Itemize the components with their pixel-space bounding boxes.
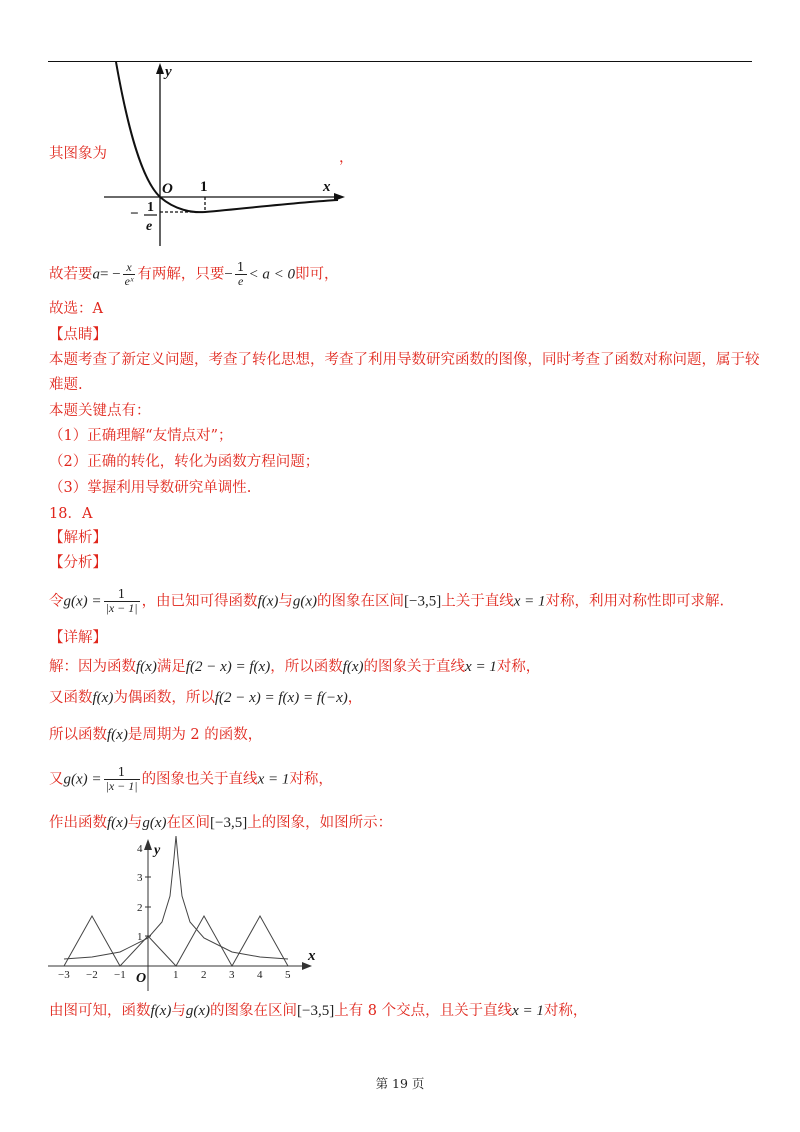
graph1-y-arrow bbox=[156, 63, 164, 74]
line-solution-2 bbox=[49, 688, 362, 708]
math-fx: f(x) bbox=[107, 727, 128, 743]
math-neg: − bbox=[224, 266, 233, 283]
graph1-frac-numerator: 1 bbox=[147, 200, 154, 215]
frac-den: |x − 1| bbox=[105, 779, 138, 793]
text-sol2-b: 为偶函数，所以 bbox=[113, 690, 215, 706]
line-solution-1 bbox=[49, 657, 540, 677]
heading-fenxi: 【分析】 bbox=[49, 555, 107, 571]
graph2-origin-label: O bbox=[136, 971, 147, 986]
fraction-x-over-ex bbox=[123, 261, 136, 288]
text-sol5-a: 作出函数 bbox=[49, 815, 107, 831]
math-fx: f(x) bbox=[150, 1003, 172, 1019]
math-x-eq-1: x = 1 bbox=[465, 659, 497, 675]
text-sol1-b: 满足 bbox=[156, 659, 186, 675]
math-a: a bbox=[92, 266, 100, 283]
graph1-y-label: y bbox=[165, 64, 172, 80]
graph2-ytick-4: 4 bbox=[137, 843, 143, 855]
math-even-eq: f(2 − x) = f(x) = f(−x) bbox=[214, 690, 348, 706]
math-fx: f(x) bbox=[257, 593, 279, 610]
text-ling: 令 bbox=[49, 593, 64, 610]
text-yu: 与 bbox=[171, 1003, 186, 1019]
graph2-f-curve bbox=[64, 916, 288, 966]
text-sol4-c: 对称， bbox=[289, 771, 333, 788]
graph2-xtick-2: 2 bbox=[201, 969, 207, 981]
page-number-footer: 第 19 页 bbox=[375, 1076, 425, 1091]
graph2-y-label: y bbox=[154, 843, 161, 858]
line-solution-3 bbox=[49, 725, 262, 745]
graph1-x-label: x bbox=[323, 179, 331, 195]
fraction-1-over-e bbox=[235, 261, 247, 288]
text-concl-c: 的图象在区间 bbox=[209, 1003, 297, 1019]
text-concl-a: 由图可知，函数 bbox=[49, 1003, 151, 1019]
text-condition-c: 即可， bbox=[295, 266, 339, 283]
graph2-ytick-1: 1 bbox=[137, 931, 143, 943]
text-sol1-a: 解：因为函数 bbox=[49, 659, 136, 675]
text-graph-intro: 其图象为 bbox=[49, 146, 107, 162]
line-conclusion bbox=[49, 1001, 587, 1021]
frac-num: 1 bbox=[117, 587, 126, 601]
graph2-xtick-m2: −2 bbox=[86, 969, 98, 981]
text-concl-e: 对称， bbox=[543, 1003, 588, 1019]
graph2-xtick-m1: −1 bbox=[114, 969, 126, 981]
graph1-minus-sign: − bbox=[130, 206, 139, 222]
fraction-1-over-abs bbox=[104, 766, 140, 793]
math-fx: f(x) bbox=[136, 659, 157, 675]
text-yu: 与 bbox=[127, 815, 143, 831]
text-sol2-a: 又函数 bbox=[49, 690, 93, 706]
math-fx: f(x) bbox=[92, 690, 114, 706]
graph2-ytick-3: 3 bbox=[137, 872, 143, 884]
text-sol2-c: ， bbox=[347, 690, 363, 706]
text-question-18: 18．A bbox=[49, 506, 93, 522]
heading-jiexi: 【解析】 bbox=[49, 530, 107, 546]
graph-figure-2 bbox=[40, 836, 340, 996]
line-solution-5 bbox=[49, 813, 392, 833]
math-x-eq-1: x = 1 bbox=[512, 1003, 544, 1019]
math-inequality: < a < 0 bbox=[248, 266, 295, 283]
text-sol5-d: 上的图象，如图所示： bbox=[247, 815, 393, 831]
graph2-x-label: x bbox=[308, 948, 316, 964]
text-sol5-c: 在区间 bbox=[166, 815, 210, 831]
line-define-g bbox=[49, 588, 724, 615]
math-eq-neg: = − bbox=[100, 266, 121, 283]
text-sol1-d: 的图象关于直线 bbox=[363, 659, 466, 675]
frac-den: |x − 1| bbox=[105, 601, 138, 615]
text-key-point-1: （1）正确理解“友情点对”； bbox=[49, 428, 233, 444]
frac-num: 1 bbox=[117, 765, 126, 779]
graph1-frac-denominator: e bbox=[146, 219, 153, 234]
text-sol4-a: 又 bbox=[49, 771, 64, 788]
frac-den: e bbox=[235, 274, 247, 288]
text-analysis-d: 的图象在区间 bbox=[317, 593, 405, 610]
text-sol3-a: 所以函数 bbox=[49, 727, 107, 743]
fraction-1-over-abs bbox=[104, 588, 140, 615]
graph-figure-1 bbox=[100, 60, 350, 250]
graph2-xtick-4: 4 bbox=[257, 969, 263, 981]
text-concl-d: 上有 8 个交点，且关于直线 bbox=[334, 1003, 513, 1019]
text-summary-2: 难题. bbox=[49, 377, 83, 393]
line-condition bbox=[49, 261, 339, 288]
text-sol1-e: 对称， bbox=[496, 659, 541, 675]
graph1-one-label: 1 bbox=[200, 179, 208, 195]
text-sol4-b: 的图象也关于直线 bbox=[141, 771, 258, 788]
graph2-xtick-3: 3 bbox=[229, 969, 235, 981]
text-sol3-b: 是周期为 2 的函数， bbox=[127, 727, 263, 743]
text-comma: ， bbox=[339, 150, 354, 166]
math-gx: g(x) bbox=[185, 1003, 210, 1019]
text-sol1-c: ，所以函数 bbox=[270, 659, 343, 675]
text-summary-1: 本题考查了新定义问题，考查了转化思想，考查了利用导数研究函数的图像，同时考查了函数对称问题，属于较 bbox=[49, 352, 760, 368]
line-graph-intro bbox=[49, 144, 107, 164]
math-g-def: g(x) = bbox=[63, 593, 102, 610]
math-gx: g(x) bbox=[142, 815, 167, 831]
math-g-def: g(x) = bbox=[63, 771, 102, 788]
math-interval: [−3,5] bbox=[296, 1003, 335, 1019]
graph1-origin-label: O bbox=[162, 181, 173, 197]
graph2-xtick-1: 1 bbox=[173, 969, 179, 981]
heading-dianjing: 【点睛】 bbox=[49, 327, 107, 343]
text-answer-choice: 故选：A bbox=[49, 301, 103, 317]
text-condition-a: 故若要 bbox=[49, 266, 93, 283]
text-key-points: 本题关键点有： bbox=[49, 403, 151, 419]
line-solution-4 bbox=[49, 766, 333, 793]
graph2-xtick-m3: −3 bbox=[58, 969, 70, 981]
math-x-eq-1: x = 1 bbox=[257, 771, 290, 788]
heading-xiangjie: 【详解】 bbox=[49, 630, 107, 646]
frac-num: x bbox=[126, 260, 132, 274]
math-symmetry-eq: f(2 − x) = f(x) bbox=[185, 659, 271, 675]
text-analysis-b: ，由已知可得函数 bbox=[141, 593, 258, 610]
frac-num: 1 bbox=[236, 260, 245, 274]
math-fx: f(x) bbox=[342, 659, 364, 675]
math-gx: g(x) bbox=[292, 593, 318, 610]
text-analysis-e: 上关于直线 bbox=[441, 593, 514, 610]
graph2-ytick-2: 2 bbox=[137, 902, 143, 914]
text-analysis-f: 对称，利用对称性即可求解. bbox=[545, 593, 725, 610]
math-fx: f(x) bbox=[107, 815, 128, 831]
math-interval: [−3,5] bbox=[209, 815, 248, 831]
math-interval: [−3,5] bbox=[404, 593, 442, 610]
text-key-point-3: （3）掌握利用导数研究单调性. bbox=[49, 480, 252, 496]
line-graph-comma bbox=[339, 148, 354, 168]
graph1-curve bbox=[116, 62, 338, 212]
frac-den: eˣ bbox=[124, 274, 134, 288]
graph2-xtick-5: 5 bbox=[285, 969, 291, 981]
text-yu: 与 bbox=[278, 593, 293, 610]
text-condition-b: 有两解，只要 bbox=[137, 266, 225, 283]
text-key-point-2: （2）正确的转化，转化为函数方程问题； bbox=[49, 454, 320, 470]
graph2-g-right-branch bbox=[176, 836, 288, 959]
math-x-eq-1: x = 1 bbox=[513, 593, 546, 610]
